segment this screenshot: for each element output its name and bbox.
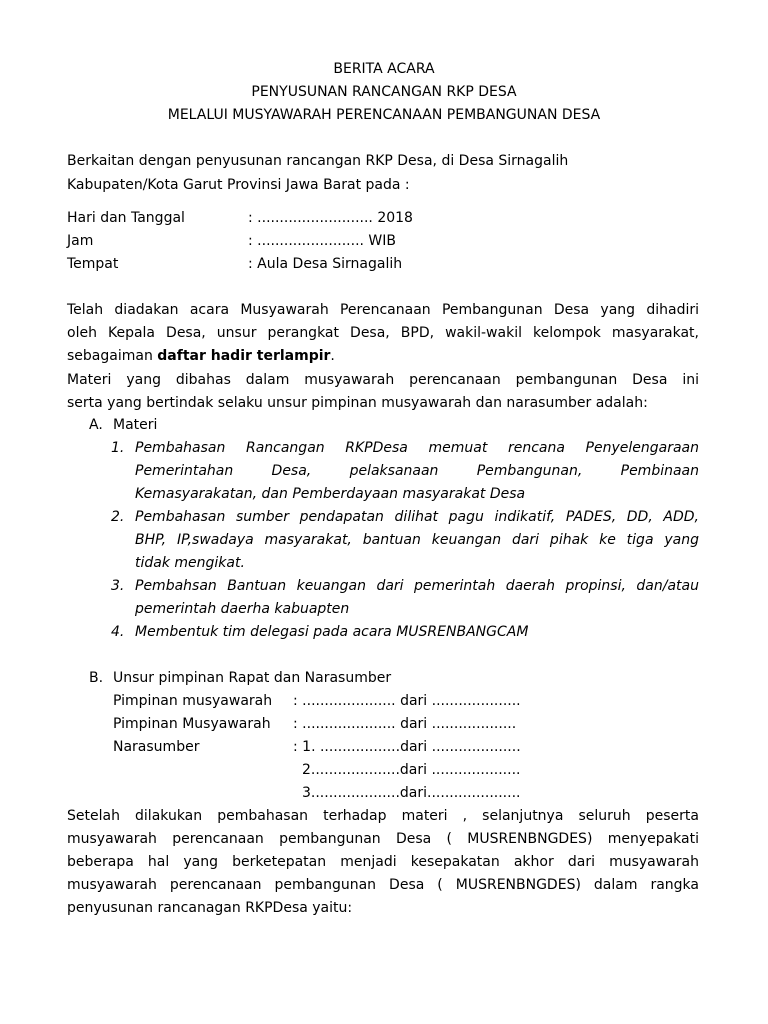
list-item-line: tidak mengikat.	[135, 555, 245, 571]
section-b-title: Unsur pimpinan Rapat dan Narasumber	[113, 670, 392, 686]
paragraph-line: Setelah dilakukan pembahasan terhadap materi , selanjutnya seluruh peserta	[67, 808, 699, 824]
paragraph-line	[67, 348, 335, 364]
paragraph-line: musyawarah perencanaan pembangunan Desa ( MUSRENBNGDES) menyepakati	[67, 831, 699, 847]
chair-label: Pimpinan musyawarah	[113, 693, 273, 709]
detail-value-date: : .......................... 2018	[248, 210, 413, 226]
section-a-marker: A.	[89, 417, 103, 433]
speaker-value: 2....................dari ....................	[302, 762, 521, 778]
detail-label-time: Jam	[67, 233, 94, 249]
list-item-line: Membentuk tim delegasi pada acara MUSRENBANGCAM	[135, 624, 529, 640]
paragraph-text: sebagaiman	[67, 348, 158, 364]
list-item-line: pemerintah daerha kabuapten	[135, 601, 350, 617]
paragraph-line: Telah diadakan acara Musyawarah Perencanaan Pembangunan Desa yang dihadiri	[67, 302, 699, 318]
detail-label-place: Tempat	[67, 256, 119, 272]
paragraph-line: penyusunan rancanagan RKPDesa yaitu:	[67, 900, 353, 916]
list-number: 1.	[111, 440, 125, 456]
list-item-line: BHP, IP,swadaya masyarakat, bantuan keuangan dari pihak ke tiga yang	[135, 532, 699, 548]
list-item-line: Pembahasan sumber pendapatan dilihat pagu indikatif, PADES, DD, ADD,	[135, 509, 699, 525]
list-number: 4.	[111, 624, 125, 640]
paragraph-line: serta yang bertindak selaku unsur pimpinan musyawarah dan narasumber adalah:	[67, 395, 648, 411]
speaker-value: : 1. ..................dari ....................	[293, 739, 521, 755]
list-item-line: Pembahsan Bantuan keuangan dari pemerintah daerah propinsi, dan/atau	[135, 578, 699, 594]
detail-label-date: Hari dan Tanggal	[67, 210, 185, 226]
list-item-line: Pemerintahan Desa, pelaksanaan Pembangunan, Pembinaan	[135, 463, 699, 479]
speaker-value: 3....................dari.....................	[302, 785, 521, 801]
list-number: 3.	[111, 578, 125, 594]
detail-value-time: : ........................ WIB	[248, 233, 396, 249]
paragraph-line: musyawarah perencanaan pembangunan Desa ( MUSRENBNGDES) dalam rangka	[67, 877, 699, 893]
paragraph-line: beberapa hal yang berketepatan menjadi kesepakatan akhor dari musyawarah	[67, 854, 699, 870]
list-item-line: Kemasyarakatan, dan Pemberdayaan masyarakat Desa	[135, 486, 526, 502]
speaker-label: Narasumber	[113, 739, 200, 755]
paragraph-line: Materi yang dibahas dalam musyawarah perencanaan pembangunan Desa ini	[67, 372, 699, 388]
list-number: 2.	[111, 509, 125, 525]
chair-value: : ..................... dari ...................	[293, 716, 517, 732]
paragraph-text: .	[330, 348, 335, 364]
detail-value-place: : Aula Desa Sirnagalih	[248, 256, 403, 272]
paragraph-line: oleh Kepala Desa, unsur perangkat Desa, BPD, wakil-wakil kelompok masyarakat,	[67, 325, 699, 341]
section-b-marker: B.	[89, 670, 104, 686]
list-item-line: Pembahasan Rancangan RKPDesa memuat rencana Penyelengaraan	[135, 440, 699, 456]
doc-subtitle-2: MELALUI MUSYAWARAH PERENCANAAN PEMBANGUNAN DESA	[167, 107, 601, 123]
chair-label: Pimpinan Musyawarah	[113, 716, 271, 732]
chair-value: : ..................... dari ....................	[293, 693, 521, 709]
doc-title: BERITA ACARA	[333, 61, 435, 77]
section-a-title: Materi	[113, 417, 158, 433]
attendance-list-emphasis: daftar hadir terlampir	[157, 348, 331, 364]
intro-line: Kabupaten/Kota Garut Provinsi Jawa Barat pada :	[67, 177, 410, 193]
intro-line: Berkaitan dengan penyusunan rancangan RKP Desa, di Desa Sirnagalih	[67, 153, 569, 169]
doc-subtitle: PENYUSUNAN RANCANGAN RKP DESA	[251, 84, 517, 100]
